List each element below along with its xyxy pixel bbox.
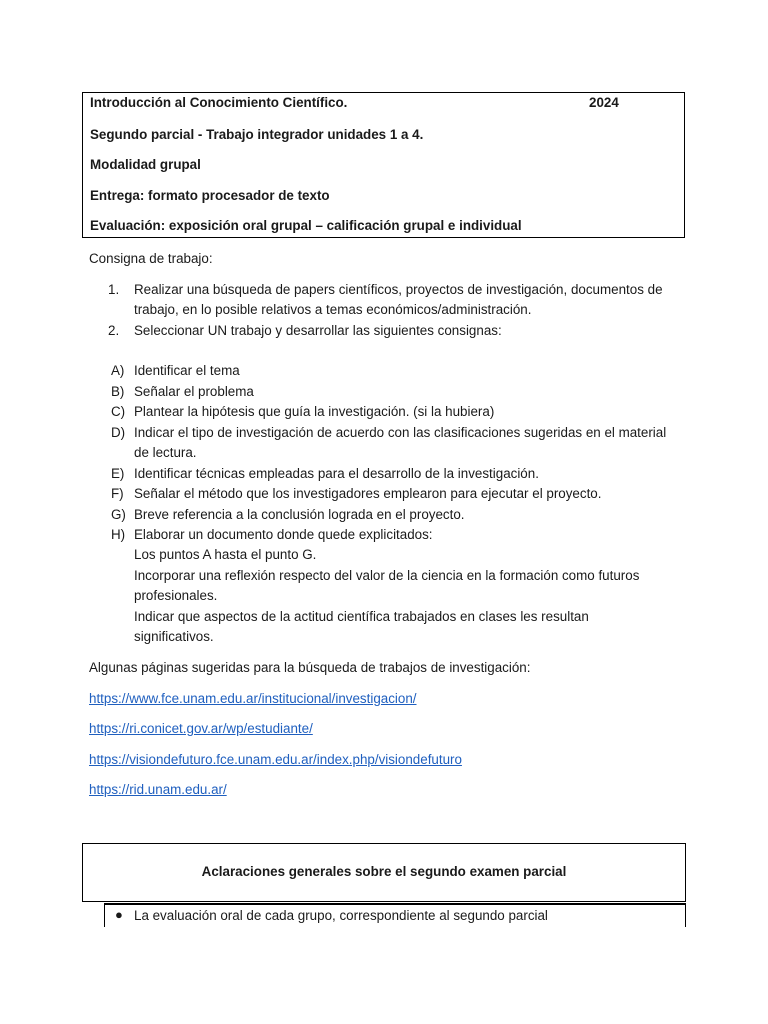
list-item-number: 1. (108, 282, 120, 297)
list-item-text: Seleccionar UN trabajo y desarrollar las siguientes consignas: (134, 323, 502, 338)
link-vision-de-futuro[interactable]: https://visiondefuturo.fce.unam.edu.ar/index.php/visiondefuturo (89, 752, 462, 767)
course-year: 2024 (589, 95, 619, 110)
course-header-box (82, 92, 685, 238)
list-item-text: Breve referencia a la conclusión lograda en el proyecto. (134, 507, 465, 522)
suggested-pages-intro: Algunas páginas sugeridas para la búsqueda de trabajos de investigación: (89, 660, 531, 675)
list-item-text: Realizar una búsqueda de papers científicos, proyectos de investigación, documentos de (134, 282, 663, 297)
list-item-letter: E) (111, 466, 125, 481)
list-item-text: Plantear la hipótesis que guía la investigación. (si la hubiera) (134, 404, 495, 419)
assignment-title: Consigna de trabajo: (89, 251, 213, 266)
list-item-letter: A) (111, 363, 125, 378)
list-item-text: Indicar el tipo de investigación de acuerdo con las clasificaciones sugeridas en el material (134, 425, 667, 440)
exam-title: Segundo parcial - Trabajo integrador unidades 1 a 4. (90, 127, 424, 142)
list-item-text: Indicar que aspectos de la actitud científica trabajados en clases les resultan (134, 609, 589, 624)
list-item-text: Identificar técnicas empleadas para el desarrollo de la investigación. (134, 466, 539, 481)
clarification-item: La evaluación oral de cada grupo, correspondiente al segundo parcial (134, 908, 548, 923)
list-item-letter: G) (111, 507, 126, 522)
bullet-icon: ● (115, 907, 123, 922)
list-item-text: Los puntos A hasta el punto G. (134, 547, 317, 562)
link-fce-investigacion[interactable]: https://www.fce.unam.edu.ar/institucional/investigacion/ (89, 691, 417, 706)
list-item-number: 2. (108, 323, 120, 338)
list-item-letter: C) (111, 404, 126, 419)
clarifications-list (104, 903, 686, 927)
modality: Modalidad grupal (90, 157, 201, 172)
list-item-text: Elaborar un documento donde quede explicitados: (134, 527, 433, 542)
list-item-letter: D) (111, 425, 126, 440)
list-item-letter: B) (111, 384, 125, 399)
list-item-text: Señalar el problema (134, 384, 254, 399)
delivery-format: Entrega: formato procesador de texto (90, 188, 330, 203)
list-item-letter: F) (111, 486, 124, 501)
list-item-text: profesionales. (134, 588, 218, 603)
list-item-text: Incorporar una reflexión respecto del valor de la ciencia en la formación como futuros (134, 568, 640, 583)
link-conicet-estudiante[interactable]: https://ri.conicet.gov.ar/wp/estudiante/ (89, 721, 313, 736)
clarifications-title: Aclaraciones generales sobre el segundo examen parcial (201, 864, 567, 879)
list-item-text: Identificar el tema (134, 363, 240, 378)
clarifications-box (82, 843, 686, 902)
list-item-letter: H) (111, 527, 126, 542)
list-item-text: significativos. (134, 629, 214, 644)
evaluation-info: Evaluación: exposición oral grupal – calificación grupal e individual (90, 218, 522, 233)
course-title: Introducción al Conocimiento Científico. (90, 95, 348, 110)
list-item-text: de lectura. (134, 445, 197, 460)
link-rid-unam[interactable]: https://rid.unam.edu.ar/ (89, 782, 227, 797)
list-item-text: Señalar el método que los investigadores emplearon para ejecutar el proyecto. (134, 486, 602, 501)
list-item-text: trabajo, en lo posible relativos a temas económicos/administración. (134, 302, 532, 317)
